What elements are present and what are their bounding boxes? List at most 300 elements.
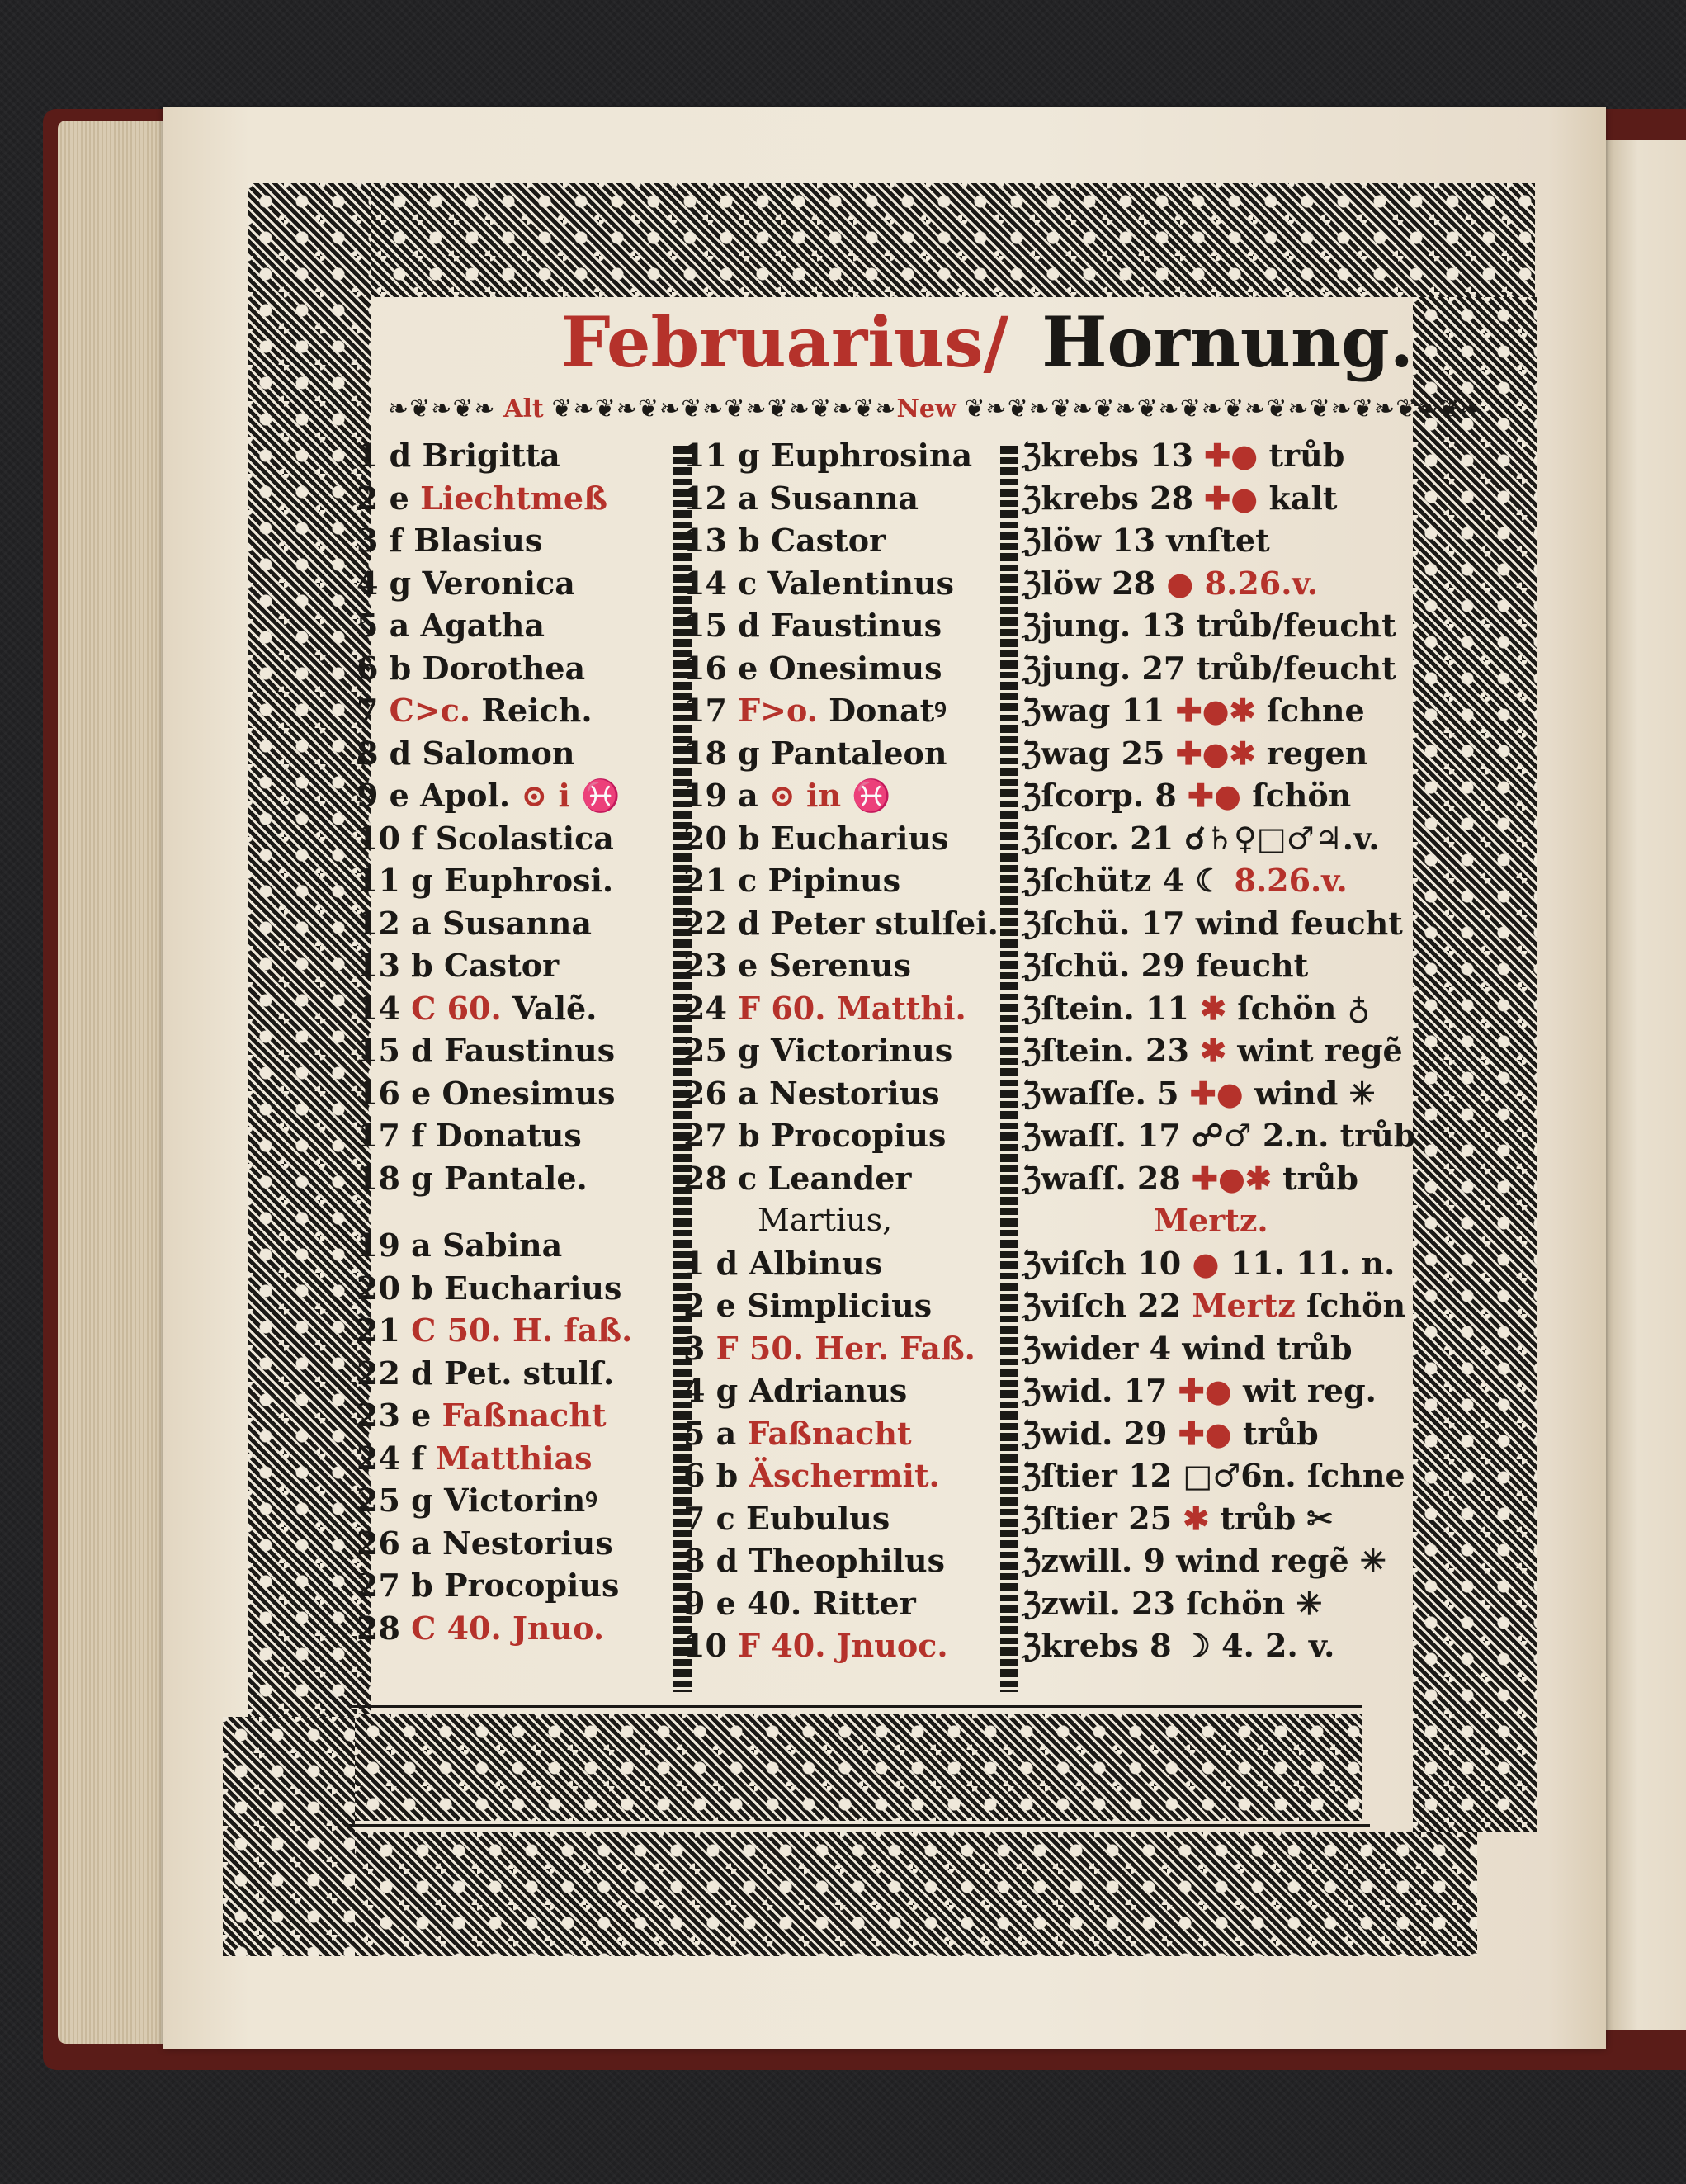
day-row xyxy=(357,1479,662,1522)
weather-forecast: ſchön ♁ xyxy=(1237,989,1371,1027)
day-number: 15 xyxy=(357,1032,412,1069)
day-number: 25 xyxy=(683,1032,739,1069)
dominical-letter: e xyxy=(389,777,421,814)
day-number: 27 xyxy=(683,1117,739,1154)
month-title-german: Hornung. xyxy=(1041,301,1414,383)
zodiac-sign: ſchü. xyxy=(1041,947,1141,984)
day-row xyxy=(357,1394,662,1437)
column-glyph: ℨ xyxy=(1022,1457,1041,1494)
zodiac-row xyxy=(1022,902,1426,945)
day-row xyxy=(683,1242,1013,1285)
day-number: 4 xyxy=(683,1372,716,1409)
day-row xyxy=(683,519,1013,562)
column-glyph: ℨ xyxy=(1022,904,1041,942)
saint-name: Apol. xyxy=(420,777,511,814)
aspect-symbol: ✱ xyxy=(1200,1032,1238,1069)
zodiac-row xyxy=(1022,817,1426,860)
ornament-top xyxy=(272,183,1535,297)
day-row xyxy=(357,1352,662,1395)
day-row xyxy=(357,1114,662,1157)
day-row xyxy=(357,647,662,690)
day-number: 19 xyxy=(357,1227,412,1264)
zodiac-row xyxy=(1022,477,1426,520)
day-row xyxy=(683,944,1013,987)
column-glyph: ℨ xyxy=(1022,649,1041,687)
weather-forecast: wint regẽ xyxy=(1237,1032,1403,1069)
day-number: 13 xyxy=(683,522,739,559)
column-glyph: ℨ xyxy=(1022,479,1041,517)
saint-name: Susanna xyxy=(442,904,592,942)
day-number: 27 xyxy=(357,1567,412,1604)
column-glyph: ℨ xyxy=(1022,1329,1041,1367)
day-number: 14 xyxy=(683,564,739,602)
saint-name: Castor xyxy=(770,522,886,559)
moon-day: 28 xyxy=(1112,564,1167,602)
day-number: 20 xyxy=(683,819,739,857)
day-row xyxy=(357,1437,662,1480)
dominical-letter: f xyxy=(411,819,436,857)
column-glyph: ℨ xyxy=(1022,862,1041,899)
day-row xyxy=(357,1029,662,1072)
zodiac-sign: ſchü. xyxy=(1041,904,1141,942)
saint-name: Agatha xyxy=(420,607,545,644)
weather-forecast: kalt xyxy=(1268,479,1338,517)
zodiac-row xyxy=(1022,1412,1426,1455)
moon-day: 28 xyxy=(1150,479,1205,517)
weather-forecast: ſchön ✳ xyxy=(1186,1584,1323,1622)
saint-name: Brigitta xyxy=(422,437,560,474)
column-glyph: ℨ xyxy=(1022,1074,1041,1112)
column-glyph: ℨ xyxy=(1022,1627,1041,1664)
zodiac-sign: jung. xyxy=(1041,607,1142,644)
column-glyph: ℨ xyxy=(1022,564,1041,602)
day-number: 3 xyxy=(683,1329,716,1367)
dominical-letter: d xyxy=(715,1542,749,1579)
column-glyph: ℨ xyxy=(1022,1159,1041,1197)
moon-day: 4 xyxy=(1162,862,1196,899)
zodiac-sign: jung. xyxy=(1041,649,1142,687)
moon-day: 9 xyxy=(1143,1542,1177,1579)
zodiac-row xyxy=(1022,1327,1426,1370)
day-number: 1 xyxy=(357,437,390,474)
zodiac-sign: krebs xyxy=(1041,437,1150,474)
dominical-letter: b xyxy=(411,1567,444,1604)
day-row xyxy=(683,1327,1013,1370)
aspect-symbol: ✚● xyxy=(1187,777,1253,814)
day-number: 6 xyxy=(683,1457,716,1494)
day-number: 17 xyxy=(683,692,739,729)
zodiac-sign: wid. xyxy=(1041,1372,1124,1409)
day-row xyxy=(357,859,662,902)
aspect-symbol: ● xyxy=(1192,1244,1230,1282)
aspect-symbol: ✱ xyxy=(1200,989,1238,1027)
day-number: 3 xyxy=(357,522,390,559)
weather-forecast: trůb/feucht xyxy=(1196,607,1396,644)
zodiac-sign: löw xyxy=(1041,522,1112,559)
zodiac-sign: waſſe. xyxy=(1041,1074,1158,1112)
zodiac-sign: ſtier xyxy=(1041,1457,1129,1494)
moon-day: 23 xyxy=(1145,1032,1201,1069)
zodiac-sign: zwill. xyxy=(1041,1542,1144,1579)
zodiac-sign: viſch xyxy=(1041,1287,1138,1324)
saint-name: Faustinus xyxy=(770,607,942,644)
day-row xyxy=(683,732,1013,775)
zodiac-row xyxy=(1022,859,1426,902)
dominical-letter: b xyxy=(738,819,771,857)
feast-marker: C 60. xyxy=(411,989,512,1027)
zodiac-sign: waſſ. xyxy=(1041,1159,1137,1197)
day-number: 11 xyxy=(357,862,412,899)
column-glyph: ℨ xyxy=(1022,1584,1041,1622)
day-number: 15 xyxy=(683,607,739,644)
dominical-letter: c xyxy=(738,564,768,602)
saint-name: Faustinus xyxy=(443,1032,616,1069)
feast-name: Äschermit. xyxy=(749,1457,940,1494)
saint-name: Nestorius xyxy=(768,1074,940,1112)
feast-marker: F 40. Jnuoc. xyxy=(738,1627,948,1664)
day-row xyxy=(357,1157,662,1200)
saint-name: Reich. xyxy=(481,692,593,729)
moon-day: 10 xyxy=(1137,1244,1192,1282)
aspect-symbol: ✚●✱ xyxy=(1175,734,1267,772)
day-number: 24 xyxy=(357,1439,412,1477)
weather-forecast: 2.n. trůb xyxy=(1262,1117,1416,1154)
day-number: 5 xyxy=(683,1414,716,1452)
day-number: 14 xyxy=(357,989,412,1027)
column-glyph: ℨ xyxy=(1022,1032,1041,1069)
aspect-symbol: ✚● xyxy=(1204,479,1269,517)
column-glyph: ℨ xyxy=(1022,437,1041,474)
dominical-letter: b xyxy=(738,522,771,559)
dominical-letter: b xyxy=(389,649,423,687)
column-glyph: ℨ xyxy=(1022,522,1041,559)
day-number: 2 xyxy=(357,479,390,517)
day-row xyxy=(357,1522,662,1565)
day-number: 21 xyxy=(683,862,739,899)
month-marker-row xyxy=(1022,1199,1426,1242)
aspect-symbol: ✚● xyxy=(1178,1414,1243,1452)
row-gap xyxy=(357,1199,662,1224)
month-subheading xyxy=(683,1199,1013,1242)
day-row xyxy=(683,434,1013,477)
zodiac-row xyxy=(1022,987,1426,1030)
aspect-symbol: ● xyxy=(1166,564,1205,602)
day-number: 5 xyxy=(357,607,390,644)
saint-name: Donatꝰ xyxy=(829,692,947,729)
dominical-letter: d xyxy=(738,607,771,644)
day-row xyxy=(357,519,662,562)
column-glyph: ℨ xyxy=(1022,947,1041,984)
weather-forecast: trůb/feucht xyxy=(1196,649,1396,687)
day-row xyxy=(683,1029,1013,1072)
saint-name: Procopius xyxy=(770,1117,947,1154)
column-glyph: ℨ xyxy=(1022,1499,1041,1537)
day-number: 24 xyxy=(683,989,739,1027)
day-row xyxy=(357,689,662,732)
day-number: 12 xyxy=(683,479,739,517)
moon-day: 29 xyxy=(1141,947,1196,984)
dominical-letter: g xyxy=(715,1372,749,1409)
month-title-latin: Februarius/ xyxy=(561,301,1009,383)
ornament-bottom-2 xyxy=(223,1832,1477,1956)
feast-marker: C 40. Jnuo. xyxy=(411,1609,605,1647)
moon-day: 11 xyxy=(1121,692,1176,729)
weather-forecast: ſchön xyxy=(1252,777,1352,814)
day-number: 18 xyxy=(683,734,739,772)
moon-day: 17 xyxy=(1141,904,1196,942)
day-number: 25 xyxy=(357,1482,412,1519)
dominical-letter: d xyxy=(738,904,771,942)
zodiac-sign: wag xyxy=(1041,692,1122,729)
zodiac-sign: wider xyxy=(1041,1329,1150,1367)
dominical-letter: e xyxy=(389,479,421,517)
zodiac-sign: wag xyxy=(1041,734,1122,772)
weather-forecast: regen xyxy=(1266,734,1368,772)
dominical-letter: e xyxy=(738,947,769,984)
zodiac-sign: ſtier xyxy=(1041,1499,1129,1537)
ornament-left-lower xyxy=(223,1717,355,1956)
dominical-letter: a xyxy=(389,607,421,644)
feast-marker: F>o. xyxy=(738,692,829,729)
day-row xyxy=(357,1224,662,1267)
saint-name: Albinus xyxy=(749,1244,883,1282)
day-number: 20 xyxy=(357,1269,412,1307)
weather-forecast: wit reg. xyxy=(1242,1372,1377,1409)
dominical-letter: d xyxy=(389,437,423,474)
feast-marker: F 60. Matthi. xyxy=(738,989,966,1027)
aspect-symbol: ☾ xyxy=(1195,862,1235,899)
aspect-symbol: ✚● xyxy=(1204,437,1269,474)
day-row xyxy=(357,732,662,775)
zodiac-row xyxy=(1022,1497,1426,1540)
column-glyph: ℨ xyxy=(1022,1414,1041,1452)
day-number: 7 xyxy=(683,1499,716,1537)
saint-name: Blasius xyxy=(413,522,543,559)
column-glyph: ℨ xyxy=(1022,692,1041,729)
day-number: 11 xyxy=(683,437,739,474)
moon-day: 17 xyxy=(1136,1117,1192,1154)
day-number: 22 xyxy=(357,1354,412,1392)
day-number: 8 xyxy=(683,1542,716,1579)
aspect-symbol: ✱ xyxy=(1183,1499,1221,1537)
saint-name: Procopius xyxy=(443,1567,620,1604)
feast-marker: ⊙ in ♓ xyxy=(768,777,891,814)
bottom-rule-top xyxy=(351,1705,1362,1708)
feast-name: Faßnacht xyxy=(442,1397,607,1434)
dominical-letter: d xyxy=(389,734,423,772)
moon-day: 13 xyxy=(1150,437,1205,474)
moon-day: 22 xyxy=(1137,1287,1192,1324)
zodiac-row xyxy=(1022,1539,1426,1582)
weather-forecast: ſchne xyxy=(1266,692,1365,729)
zodiac-row xyxy=(1022,774,1426,817)
ornament-bottom-1 xyxy=(355,1714,1362,1821)
day-row xyxy=(357,774,662,817)
zodiac-sign: ſtein. xyxy=(1041,1032,1146,1069)
moon-day: 12 xyxy=(1128,1457,1183,1494)
feast-marker: C 50. H. faß. xyxy=(411,1312,633,1349)
day-number: 26 xyxy=(683,1074,739,1112)
moon-day: 25 xyxy=(1121,734,1176,772)
moon-day: 4 xyxy=(1149,1329,1183,1367)
zodiac-sign: ſchütz xyxy=(1041,862,1163,899)
zodiac-sign: wid. xyxy=(1041,1414,1124,1452)
day-row xyxy=(683,689,1013,732)
day-number: 13 xyxy=(357,947,412,984)
dominical-letter: f xyxy=(411,1439,436,1477)
weather-forecast: 11. 11. n. xyxy=(1230,1244,1396,1282)
weather-forecast: trůb ✂ xyxy=(1220,1499,1334,1537)
dominical-letter: a xyxy=(738,479,769,517)
saint-name: Leander xyxy=(767,1159,912,1197)
old-calendar-label: Alt xyxy=(503,395,544,423)
zodiac-sign: löw xyxy=(1041,564,1112,602)
day-row xyxy=(683,1624,1013,1667)
zodiac-sign: ſcorp. xyxy=(1041,777,1155,814)
feast-marker: C>c. xyxy=(389,692,482,729)
dominical-letter: b xyxy=(738,1117,771,1154)
day-number: 26 xyxy=(357,1524,412,1562)
day-number: 2 xyxy=(683,1287,716,1324)
day-row xyxy=(357,1309,662,1352)
saint-name: Eucharius xyxy=(443,1269,622,1307)
dominical-letter: g xyxy=(738,437,771,474)
day-row xyxy=(357,944,662,987)
day-row xyxy=(683,859,1013,902)
dominical-letter: c xyxy=(738,1159,768,1197)
saint-name: Castor xyxy=(443,947,560,984)
dominical-letter: g xyxy=(738,1032,771,1069)
ornament-left xyxy=(248,183,371,1718)
zodiac-row xyxy=(1022,1114,1426,1157)
dominical-letter: d xyxy=(411,1032,444,1069)
day-number: 10 xyxy=(357,819,412,857)
dominical-letter: a xyxy=(411,1227,442,1264)
dominical-letter: b xyxy=(411,1269,444,1307)
day-row xyxy=(357,434,662,477)
aspect-symbol: ✚●✱ xyxy=(1175,692,1267,729)
saint-name: Dorothea xyxy=(422,649,586,687)
day-row xyxy=(357,604,662,647)
moon-day: 13 xyxy=(1141,607,1197,644)
column-glyph: ℨ xyxy=(1022,1542,1041,1579)
saint-name: Nestorius xyxy=(442,1524,613,1562)
aspect-symbol: ☌♄♀□♂♃.v. xyxy=(1184,819,1380,857)
month-subheading-text: Martius, xyxy=(758,1202,893,1238)
saint-name: Euphrosina xyxy=(770,437,973,474)
day-number: 6 xyxy=(357,649,390,687)
day-row xyxy=(357,477,662,520)
day-row xyxy=(683,647,1013,690)
day-row xyxy=(357,987,662,1030)
sun-entry-marker: ⊙ i ♓ xyxy=(510,777,621,814)
zodiac-row xyxy=(1022,519,1426,562)
day-row xyxy=(683,562,1013,605)
saint-name: Peter stulſei. xyxy=(770,904,999,942)
day-row xyxy=(683,1157,1013,1200)
saint-name: Eucharius xyxy=(770,819,949,857)
dominical-letter: a xyxy=(738,777,769,814)
dominical-letter: e xyxy=(715,1287,748,1324)
saint-name: Scolastica xyxy=(435,819,614,857)
saint-name: Simplicius xyxy=(747,1287,933,1324)
day-row xyxy=(683,902,1013,945)
day-row xyxy=(357,902,662,945)
dominical-letter: f xyxy=(389,522,414,559)
dominical-letter: g xyxy=(411,1159,444,1197)
saint-name: Veronica xyxy=(422,564,575,602)
new-calendar-label: New xyxy=(896,395,956,423)
day-number: 8 xyxy=(357,734,390,772)
moon-day: 13 xyxy=(1112,522,1167,559)
aspect-symbol: ✚●✱ xyxy=(1192,1159,1283,1197)
dominical-letter: g xyxy=(411,1482,444,1519)
feast-marker: F 50. Her. Faß. xyxy=(715,1329,975,1367)
zodiac-row xyxy=(1022,1284,1426,1327)
moon-day: 8 xyxy=(1150,1627,1183,1664)
day-number: 9 xyxy=(683,1584,716,1622)
column-glyph: ℨ xyxy=(1022,1244,1041,1282)
day-number: 7 xyxy=(357,692,390,729)
day-row xyxy=(683,1539,1013,1582)
day-number: 28 xyxy=(683,1159,739,1197)
feast-name: Faßnacht xyxy=(747,1414,912,1452)
day-row xyxy=(683,1454,1013,1497)
dominical-letter: a xyxy=(411,904,442,942)
day-row xyxy=(683,1114,1013,1157)
old-calendar-column xyxy=(357,434,662,1649)
aspect-symbol: ☽ xyxy=(1182,1627,1222,1664)
zodiac-sign: ſtein. xyxy=(1041,989,1146,1027)
saint-name: Pantaleon xyxy=(770,734,947,772)
aspect-symbol: ☍♂ xyxy=(1192,1117,1263,1154)
moon-day: 27 xyxy=(1141,649,1197,687)
saint-name: Donatus xyxy=(435,1117,582,1154)
dominical-letter: d xyxy=(411,1354,444,1392)
ornament-right xyxy=(1413,297,1537,1832)
day-number: 16 xyxy=(357,1074,412,1112)
zodiac-sign: viſch xyxy=(1041,1244,1138,1282)
saint-name: Pet. stulſ. xyxy=(443,1354,615,1392)
weather-forecast: trůb xyxy=(1268,437,1345,474)
day-row xyxy=(683,1412,1013,1455)
day-row xyxy=(683,987,1013,1030)
saint-name: Eubulus xyxy=(746,1499,890,1537)
column-glyph: ℨ xyxy=(1022,819,1041,857)
column-glyph: ℨ xyxy=(1022,777,1041,814)
old-new-header: ❧❦❧❦❧ Alt ❦❧❦❧❦❧❦❧❦❧❦❧❦❧❦❧New ❦❧❦❧❦❧❦❧❦❧❦❧❦❧❦❧❦❧❦❧❦❧❦❧ xyxy=(388,395,1482,423)
day-row xyxy=(357,1267,662,1310)
weather-forecast: wind ✳ xyxy=(1254,1074,1376,1112)
feast-name: Liechtmeß xyxy=(420,479,607,517)
zodiac-row xyxy=(1022,434,1426,477)
day-number: 23 xyxy=(683,947,739,984)
day-number: 21 xyxy=(357,1312,412,1349)
column-glyph: ℨ xyxy=(1022,734,1041,772)
column-glyph: ℨ xyxy=(1022,1372,1041,1409)
aspect-symbol: ✚● xyxy=(1189,1074,1254,1112)
moon-day: 28 xyxy=(1136,1159,1192,1197)
column-glyph: ℨ xyxy=(1022,1117,1041,1154)
new-calendar-column xyxy=(683,434,1013,1667)
dominical-letter: f xyxy=(411,1117,436,1154)
day-number: 9 xyxy=(357,777,390,814)
zodiac-row xyxy=(1022,562,1426,605)
weather-forecast: vnſtet xyxy=(1166,522,1270,559)
day-number: 18 xyxy=(357,1159,412,1197)
moon-day: 29 xyxy=(1123,1414,1178,1452)
zodiac-row xyxy=(1022,1369,1426,1412)
